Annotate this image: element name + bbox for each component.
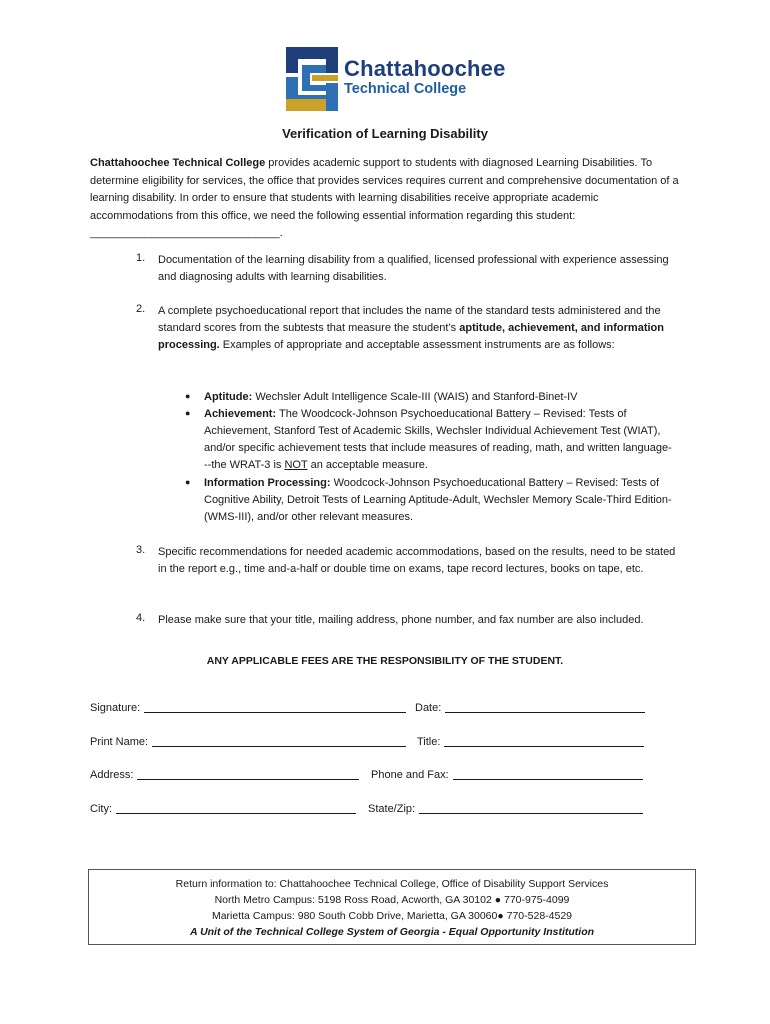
phone-fax-field[interactable] — [371, 769, 643, 781]
footer-north-metro: North Metro Campus: 5198 Ross Road, Acworth, GA 30102 ● 770-975-4099 — [214, 894, 570, 906]
bullet-underline-text: NOT — [284, 459, 308, 471]
bullet-label: Information Processing: — [204, 477, 331, 489]
bullet-item — [204, 406, 674, 474]
item-bold-text: aptitude, achievement, and information processing. — [158, 322, 664, 351]
footer-tcsg: A Unit of the Technical College System of Georgia - Equal Opportunity Institution — [189, 926, 595, 938]
bullet-text: an acceptable measure. — [307, 459, 428, 471]
bullet-label: Aptitude: — [204, 391, 253, 403]
state-zip-line[interactable] — [419, 803, 643, 814]
list-item: Please make sure that your title, mailing address, phone number, and fax number are also included. — [158, 614, 644, 626]
item-number: 3. — [136, 544, 146, 556]
logo-mark-icon — [286, 47, 338, 111]
bullet-item — [204, 475, 674, 526]
phone-fax-label: Phone and Fax: — [371, 769, 449, 781]
phone-fax-line[interactable] — [453, 769, 643, 780]
list-item: Specific recommendations for needed academic accommodations, based on the results, need to be stated in the report e.g., time and-a-half or double time on exams, tape record lectures, books on tape, etc. — [158, 546, 676, 575]
document-title: Verification of Learning Disability — [282, 126, 488, 141]
signature-field[interactable] — [90, 702, 406, 714]
bullet-text: Woodcock-Johnson Psychoeducational Battery – Revised: Tests of Cognitive Ability, Detroit Tests of Learning Aptitude-Adult, Wechsler Memory Scale-Third Edition-(WMS-III), and/or other relevant measures. — [204, 477, 672, 523]
date-label: Date: — [415, 702, 442, 714]
bullet-icon: ● — [185, 477, 191, 487]
bullet-text: The Woodcock-Johnson Psychoeducational Battery – Revised: Tests of Achievement, Stanford Test of Academic Skills, Wechsler Individual Achievement Test (WIAT), and/or specific achievement tests that include measures of reading, math, and written language---the WRAT-3 is — [204, 408, 672, 471]
city-line[interactable] — [116, 803, 356, 814]
bullet-text: Wechsler Adult Intelligence Scale-III (WAIS) and Stanford-Binet-IV — [252, 391, 578, 403]
state-zip-field[interactable] — [368, 803, 643, 815]
intro-paragraph — [90, 155, 680, 243]
intro-text: provides academic support to students with diagnosed Learning Disabilities. To determine eligibility for services, the office that provides services requires current and comprehensive documentation of a learning disability. In order to ensure that students with learning disabilities receive appropriate academic accommodations from this office, we need the following essential information regarding this student: _______________________________. — [90, 157, 679, 239]
city-label: City: — [90, 803, 112, 815]
bullet-item — [204, 389, 674, 406]
return-info-box — [88, 869, 696, 945]
item-number: 2. — [136, 303, 146, 315]
bullet-label: Achievement: — [204, 408, 277, 420]
address-line[interactable] — [137, 769, 359, 780]
fees-notice: ANY APPLICABLE FEES ARE THE RESPONSIBILITY OF THE STUDENT. — [206, 655, 564, 667]
bullet-icon: ● — [185, 408, 191, 418]
item-text: A complete psychoeducational report that includes the name of the standard tests administered and the standard scores from the subtests that measure the student’s — [158, 305, 661, 334]
item-number: 4. — [136, 612, 146, 624]
city-field[interactable] — [90, 803, 356, 815]
signature-label: Signature: — [90, 702, 141, 714]
state-zip-label: State/Zip: — [368, 803, 416, 815]
print-name-field[interactable] — [90, 736, 406, 748]
list-item — [158, 303, 678, 354]
college-logo — [286, 47, 506, 111]
address-field[interactable] — [90, 769, 359, 781]
print-name-line[interactable] — [152, 736, 406, 747]
signature-line[interactable] — [144, 702, 406, 713]
address-label: Address: — [90, 769, 134, 781]
logo-name: Chattahoochee — [344, 56, 506, 81]
intro-college-name: Chattahoochee Technical College — [90, 157, 266, 169]
footer-return-info: Return information to: Chattahoochee Technical College, Office of Disability Support Services — [175, 878, 609, 890]
item-text: Examples of appropriate and acceptable assessment instruments are as follows: — [219, 339, 615, 351]
list-item: Documentation of the learning disability from a qualified, licensed professional with experience assessing and diagnosing adults with learning disabilities. — [158, 254, 669, 283]
bullet-icon: ● — [185, 391, 191, 401]
title-field[interactable] — [417, 736, 644, 748]
item-number: 1. — [136, 252, 146, 264]
footer-marietta: Marietta Campus: 980 South Cobb Drive, Marietta, GA 30060● 770-528-4529 — [211, 910, 573, 922]
logo-subtitle: Technical College — [344, 81, 467, 97]
date-line[interactable] — [445, 702, 645, 713]
print-name-label: Print Name: — [90, 736, 149, 748]
title-line[interactable] — [444, 736, 644, 747]
title-label: Title: — [417, 736, 441, 748]
date-field[interactable] — [415, 702, 645, 714]
